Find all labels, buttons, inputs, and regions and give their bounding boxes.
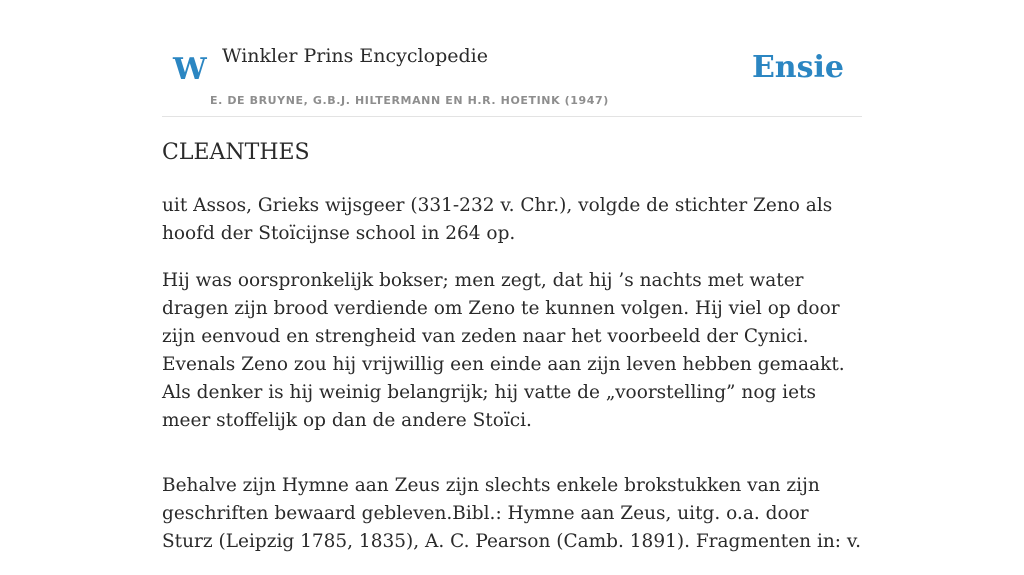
ensie-logo[interactable]: Ensie <box>751 50 844 85</box>
site-header <box>162 0 862 117</box>
article-paragraph: uit Assos, Grieks wijsgeer (331-232 v. Chr.), volgde de stichter Zeno als hoofd der Stoïcijnse school in 264 op. <box>162 195 833 244</box>
wp-logo-icon[interactable]: W <box>173 52 207 87</box>
article-headword: CLEANTHES <box>162 140 310 165</box>
article-paragraph: Hij was oorspronkelijk bokser; men zegt, dat hij ’s nachts met water dragen zijn brood verdiende om Zeno te kunnen volgen. Hij viel op door zijn eenvoud en strengheid van zeden naar het voorbeeld der Cynici. Evenals Zeno zou hij vrijwillig een einde aan zijn leven hebben gemaakt. Als denker is hij weinig belangrijk; hij vatte de „voorstelling” nog iets meer stoffelijk op dan de andere Stoïci. <box>162 270 845 431</box>
article-paragraph: Behalve zijn Hymne aan Zeus zijn slechts enkele brokstukken van zijn geschriften bewaard gebleven.Bibl.: Hymne aan Zeus, uitg. o.a. door Sturz (Leipzig 1785, 1835), A. C. Pearson (Camb. 1891). Fragmenten in: v. <box>162 475 862 552</box>
encyclopedia-authors: E. DE BRUYNE, G.B.J. HILTERMANN EN H.R. HOETINK (1947) <box>210 94 609 107</box>
article-body <box>162 192 862 575</box>
encyclopedia-title[interactable]: Winkler Prins Encyclopedie <box>222 45 488 67</box>
